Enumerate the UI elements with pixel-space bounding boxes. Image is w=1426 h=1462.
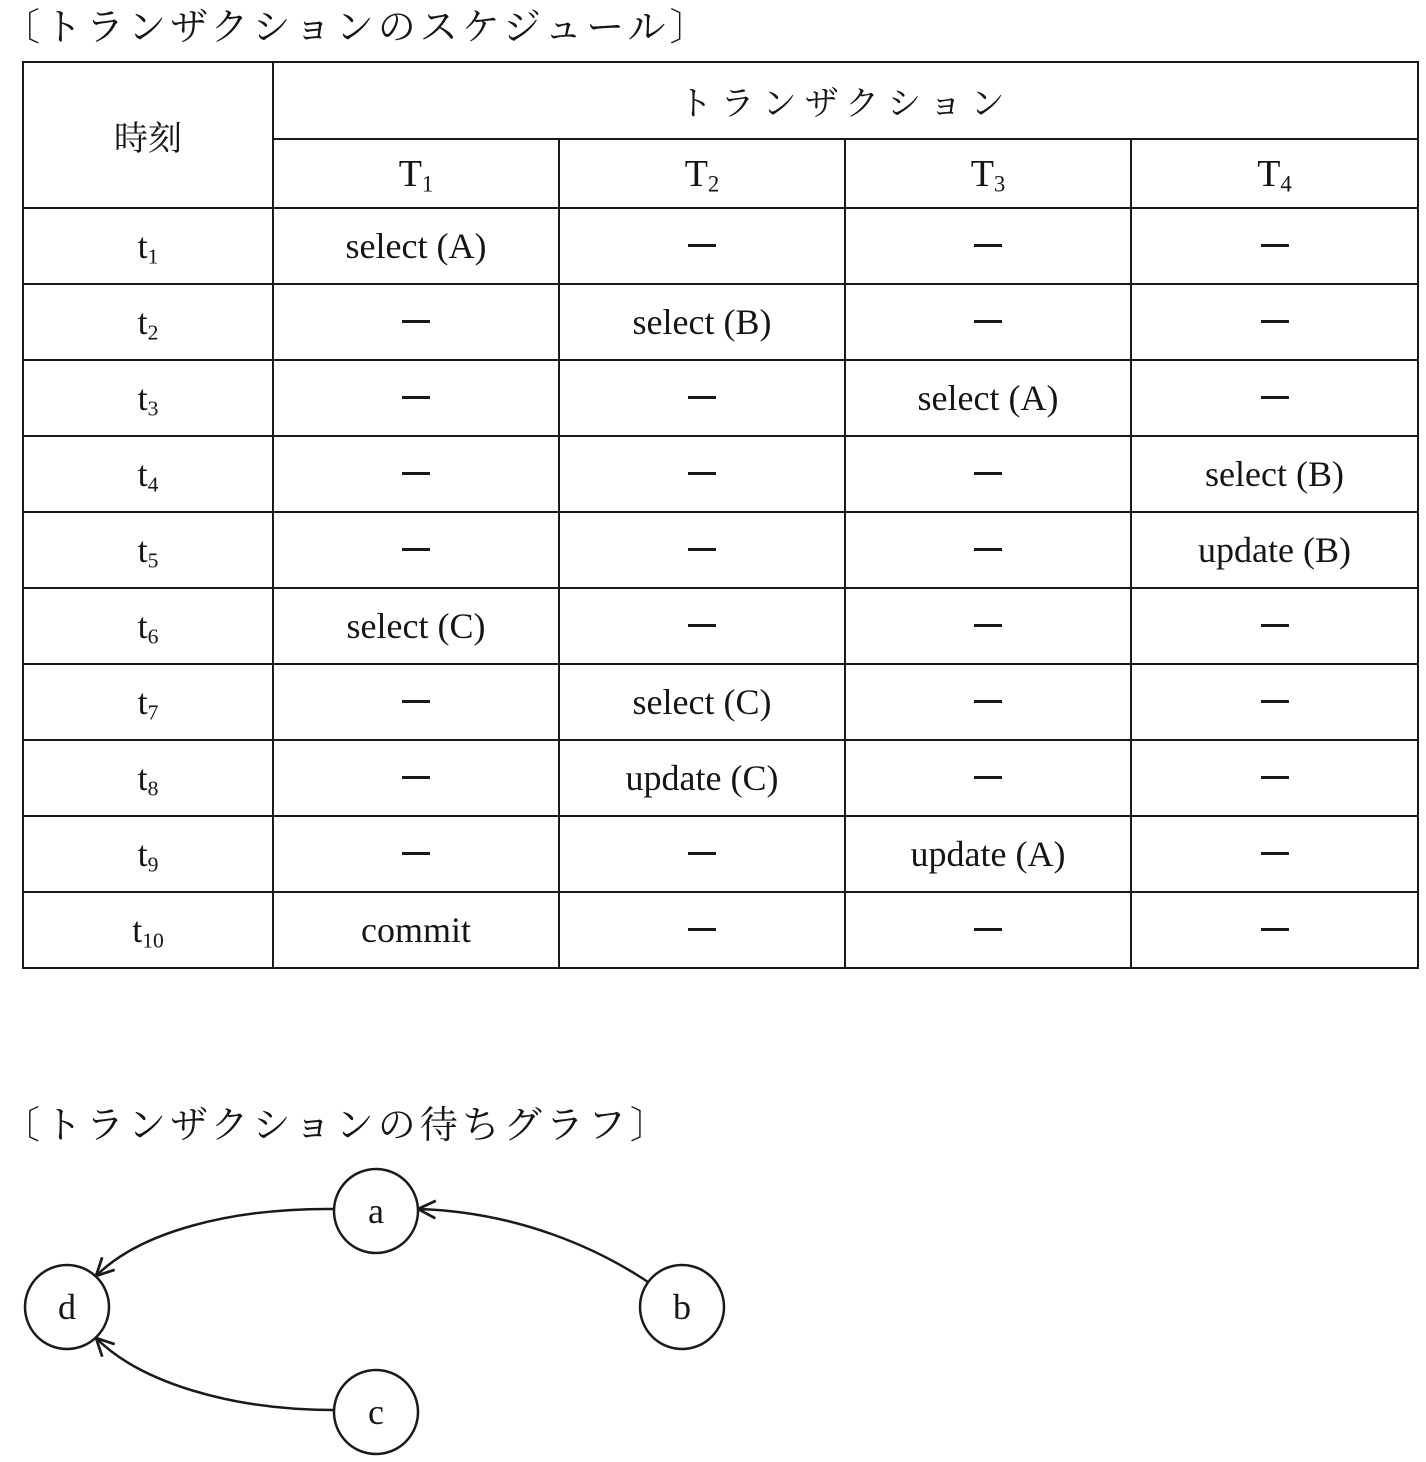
edge-b-to-a bbox=[418, 1209, 648, 1282]
time-cell bbox=[23, 892, 273, 968]
transaction-schedule-table bbox=[22, 61, 1419, 969]
time-subscript: 4 bbox=[147, 472, 159, 497]
operation-cell bbox=[845, 512, 1131, 588]
no-operation-dash bbox=[402, 700, 430, 703]
operation-label: select (B) bbox=[1205, 454, 1344, 494]
column-subscript: 2 bbox=[707, 171, 720, 197]
operation-cell bbox=[273, 740, 559, 816]
operation-cell bbox=[1131, 436, 1418, 512]
no-operation-dash bbox=[1261, 396, 1289, 399]
wait-for-graph bbox=[0, 1150, 760, 1462]
operation-cell bbox=[845, 740, 1131, 816]
time-label: t bbox=[137, 378, 148, 418]
no-operation-dash bbox=[688, 244, 716, 247]
operation-cell bbox=[559, 284, 845, 360]
column-label: T bbox=[398, 152, 422, 195]
edge-a-to-d bbox=[96, 1209, 334, 1276]
time-subscript: 2 bbox=[147, 320, 159, 345]
no-operation-dash bbox=[688, 624, 716, 627]
no-operation-dash bbox=[688, 852, 716, 855]
operation-cell bbox=[273, 360, 559, 436]
time-cell bbox=[23, 512, 273, 588]
time-column-header: 時刻 bbox=[23, 62, 273, 208]
operation-cell bbox=[845, 664, 1131, 740]
no-operation-dash bbox=[1261, 928, 1289, 931]
no-operation-dash bbox=[974, 624, 1002, 627]
operation-cell bbox=[1131, 892, 1418, 968]
time-label: t bbox=[137, 606, 148, 646]
table-row bbox=[23, 816, 1418, 892]
operation-label: commit bbox=[361, 910, 471, 950]
table-row bbox=[23, 588, 1418, 664]
operation-label: select (B) bbox=[632, 302, 772, 342]
no-operation-dash bbox=[1261, 624, 1289, 627]
operation-label: select (C) bbox=[632, 682, 772, 722]
time-subscript: 7 bbox=[147, 700, 159, 725]
operation-cell bbox=[1131, 208, 1418, 284]
time-cell bbox=[23, 208, 273, 284]
table-row bbox=[23, 208, 1418, 284]
operation-cell bbox=[845, 816, 1131, 892]
column-subscript: 4 bbox=[1280, 171, 1292, 197]
no-operation-dash bbox=[402, 472, 430, 475]
time-label: t bbox=[137, 454, 148, 494]
table-row bbox=[23, 740, 1418, 816]
operation-label: update (C) bbox=[625, 758, 779, 798]
operation-label: update (B) bbox=[1198, 530, 1351, 570]
no-operation-dash bbox=[688, 472, 716, 475]
operation-cell bbox=[1131, 664, 1418, 740]
time-label: t bbox=[137, 834, 148, 874]
wait-graph-heading: 〔トランザクションの待ちグラフ〕 bbox=[2, 1103, 672, 1147]
no-operation-dash bbox=[402, 852, 430, 855]
operation-cell bbox=[845, 208, 1131, 284]
time-subscript: 10 bbox=[142, 928, 164, 953]
operation-label: select (A) bbox=[917, 378, 1059, 418]
transaction-column-header bbox=[559, 139, 845, 208]
operation-cell bbox=[559, 208, 845, 284]
time-label: t bbox=[137, 682, 148, 722]
time-cell bbox=[23, 816, 273, 892]
column-label: T bbox=[970, 152, 994, 195]
operation-cell bbox=[559, 664, 845, 740]
operation-cell bbox=[559, 436, 845, 512]
time-label: t bbox=[132, 910, 143, 950]
no-operation-dash bbox=[974, 776, 1002, 779]
no-operation-dash bbox=[402, 776, 430, 779]
operation-label: update (A) bbox=[910, 834, 1066, 874]
no-operation-dash bbox=[688, 548, 716, 551]
graph-node-label: b bbox=[673, 1287, 691, 1327]
operation-cell bbox=[273, 892, 559, 968]
operation-cell bbox=[845, 588, 1131, 664]
no-operation-dash bbox=[688, 396, 716, 399]
operation-cell bbox=[273, 588, 559, 664]
column-label: T bbox=[684, 152, 708, 195]
no-operation-dash bbox=[974, 320, 1002, 323]
table-row bbox=[23, 664, 1418, 740]
operation-cell bbox=[559, 360, 845, 436]
graph-node-label: d bbox=[58, 1287, 76, 1327]
column-label: T bbox=[1257, 152, 1281, 195]
time-subscript: 9 bbox=[147, 852, 159, 877]
operation-cell bbox=[845, 892, 1131, 968]
no-operation-dash bbox=[402, 320, 430, 323]
operation-cell bbox=[273, 664, 559, 740]
operation-cell bbox=[845, 284, 1131, 360]
time-subscript: 8 bbox=[147, 776, 159, 801]
graph-node-label: a bbox=[368, 1191, 384, 1231]
schedule-heading: 〔トランザクションのスケジュール〕 bbox=[2, 5, 712, 49]
time-label: t bbox=[137, 530, 148, 570]
column-subscript: 3 bbox=[993, 171, 1006, 197]
no-operation-dash bbox=[974, 472, 1002, 475]
operation-cell bbox=[845, 436, 1131, 512]
operation-cell bbox=[273, 284, 559, 360]
table-row bbox=[23, 360, 1418, 436]
operation-cell bbox=[559, 892, 845, 968]
no-operation-dash bbox=[688, 928, 716, 931]
time-cell bbox=[23, 360, 273, 436]
time-label: t bbox=[137, 758, 148, 798]
operation-cell bbox=[1131, 284, 1418, 360]
time-cell bbox=[23, 436, 273, 512]
transaction-column-header bbox=[273, 139, 559, 208]
operation-cell bbox=[273, 512, 559, 588]
no-operation-dash bbox=[1261, 852, 1289, 855]
time-cell bbox=[23, 740, 273, 816]
graph-node-label: c bbox=[368, 1392, 384, 1432]
no-operation-dash bbox=[974, 928, 1002, 931]
time-subscript: 1 bbox=[147, 244, 159, 269]
operation-cell bbox=[559, 816, 845, 892]
operation-cell bbox=[559, 512, 845, 588]
operation-cell bbox=[845, 360, 1131, 436]
operation-cell bbox=[1131, 740, 1418, 816]
operation-cell bbox=[559, 588, 845, 664]
time-label: t bbox=[137, 226, 148, 266]
no-operation-dash bbox=[974, 700, 1002, 703]
time-subscript: 3 bbox=[147, 396, 159, 421]
operation-cell bbox=[273, 816, 559, 892]
time-cell bbox=[23, 284, 273, 360]
operation-cell bbox=[1131, 360, 1418, 436]
no-operation-dash bbox=[1261, 320, 1289, 323]
time-label: t bbox=[137, 302, 148, 342]
table-row bbox=[23, 892, 1418, 968]
no-operation-dash bbox=[402, 548, 430, 551]
transaction-column-header bbox=[845, 139, 1131, 208]
no-operation-dash bbox=[974, 244, 1002, 247]
edge-c-to-d bbox=[96, 1338, 334, 1410]
no-operation-dash bbox=[974, 548, 1002, 551]
operation-label: select (A) bbox=[345, 226, 487, 266]
time-subscript: 6 bbox=[147, 624, 159, 649]
operation-cell bbox=[559, 740, 845, 816]
operation-label: select (C) bbox=[346, 606, 486, 646]
operation-cell bbox=[273, 436, 559, 512]
table-row bbox=[23, 512, 1418, 588]
operation-cell bbox=[1131, 512, 1418, 588]
no-operation-dash bbox=[1261, 244, 1289, 247]
time-subscript: 5 bbox=[147, 548, 159, 573]
operation-cell bbox=[1131, 816, 1418, 892]
operation-cell bbox=[273, 208, 559, 284]
table-row bbox=[23, 436, 1418, 512]
no-operation-dash bbox=[402, 396, 430, 399]
no-operation-dash bbox=[1261, 700, 1289, 703]
time-cell bbox=[23, 588, 273, 664]
column-subscript: 1 bbox=[421, 171, 434, 197]
transaction-column-header bbox=[1131, 139, 1418, 208]
table-row bbox=[23, 284, 1418, 360]
time-cell bbox=[23, 664, 273, 740]
operation-cell bbox=[1131, 588, 1418, 664]
transaction-group-header: トランザクション bbox=[273, 62, 1418, 139]
no-operation-dash bbox=[1261, 776, 1289, 779]
